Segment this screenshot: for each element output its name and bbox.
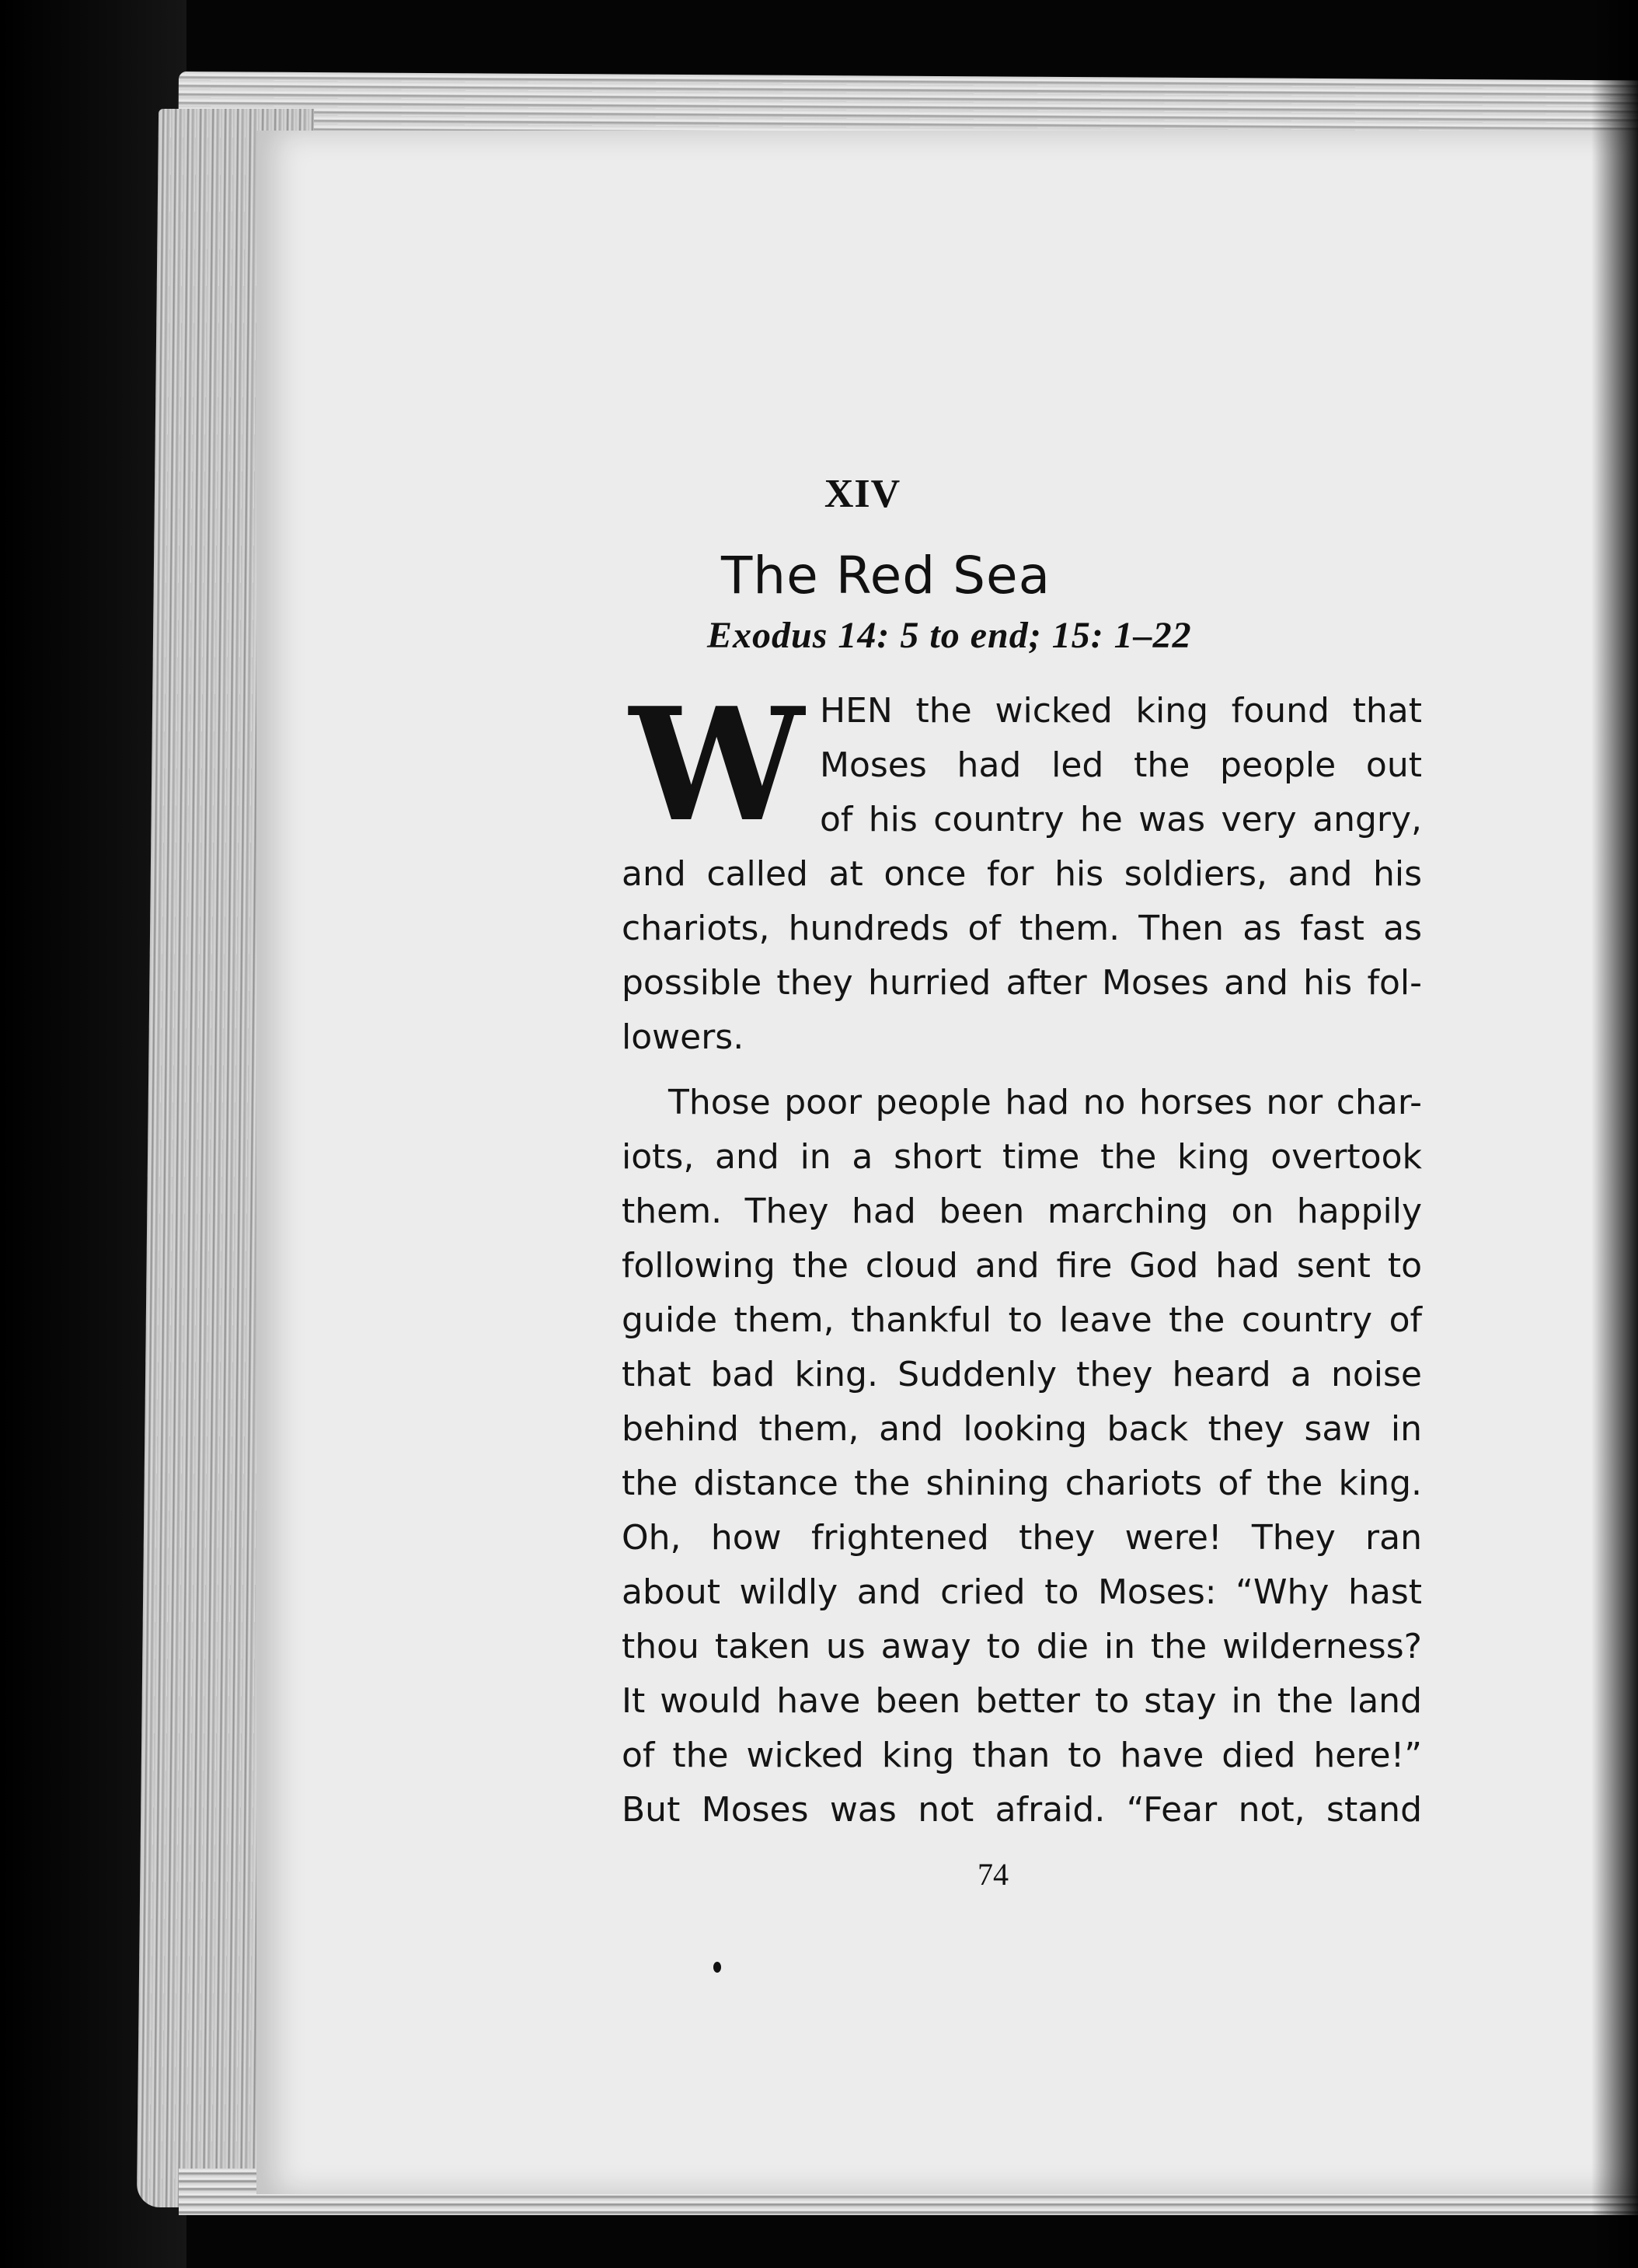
text-line: Moses had led the people out	[820, 745, 1422, 785]
first-paragraph	[622, 674, 1422, 1065]
text-line: about wildly and cried to Moses: “Why hast	[622, 1572, 1422, 1612]
body-text	[622, 674, 1422, 1837]
text-line: possible they hurried after Moses and his fol-	[622, 963, 1422, 1003]
page-number: 74	[978, 1857, 1009, 1892]
text-line: HEN the wicked king found that	[820, 691, 1422, 731]
text-line: of his country he was very angry,	[820, 800, 1422, 839]
text-line: But Moses was not afraid. “Fear not, stand	[622, 1790, 1422, 1830]
text-line: behind them, and looking back they saw in	[622, 1409, 1422, 1449]
text-line: thou taken us away to die in the wilderness?	[622, 1627, 1422, 1666]
text-line: them. They had been marching on happily	[622, 1192, 1422, 1231]
text-line: chariots, hundreds of them. Then as fast as	[622, 909, 1422, 948]
text-line: and called at once for his soldiers, and his	[622, 854, 1422, 894]
ink-speck	[713, 1962, 721, 1973]
paragraph-gap	[622, 1065, 1422, 1076]
text-line: the distance the shining chariots of the king.	[622, 1464, 1422, 1503]
text-line: It would have been better to stay in the land	[622, 1681, 1422, 1721]
second-paragraph	[622, 1076, 1422, 1837]
text-line: guide them, thankful to leave the country of	[622, 1300, 1422, 1340]
right-edge-shadow	[1591, 0, 1638, 2268]
chapter-title: The Red Sea	[720, 546, 1051, 605]
text-line: Those poor people had no horses nor char-	[668, 1083, 1422, 1122]
text-line: iots, and in a short time the king overtook	[622, 1137, 1422, 1177]
scripture-reference: Exodus 14: 5 to end; 15: 1–22	[707, 615, 1192, 656]
text-line: following the cloud and fire God had sent to	[622, 1246, 1422, 1286]
chapter-number: XIV	[824, 472, 901, 516]
text-line: lowers.	[622, 1017, 744, 1057]
text-line: Oh, how frightened they were! They ran	[622, 1518, 1422, 1558]
text-line: of the wicked king than to have died here!”	[622, 1736, 1422, 1775]
drop-cap: W	[629, 674, 804, 857]
text-line: that bad king. Suddenly they heard a noise	[622, 1355, 1422, 1394]
